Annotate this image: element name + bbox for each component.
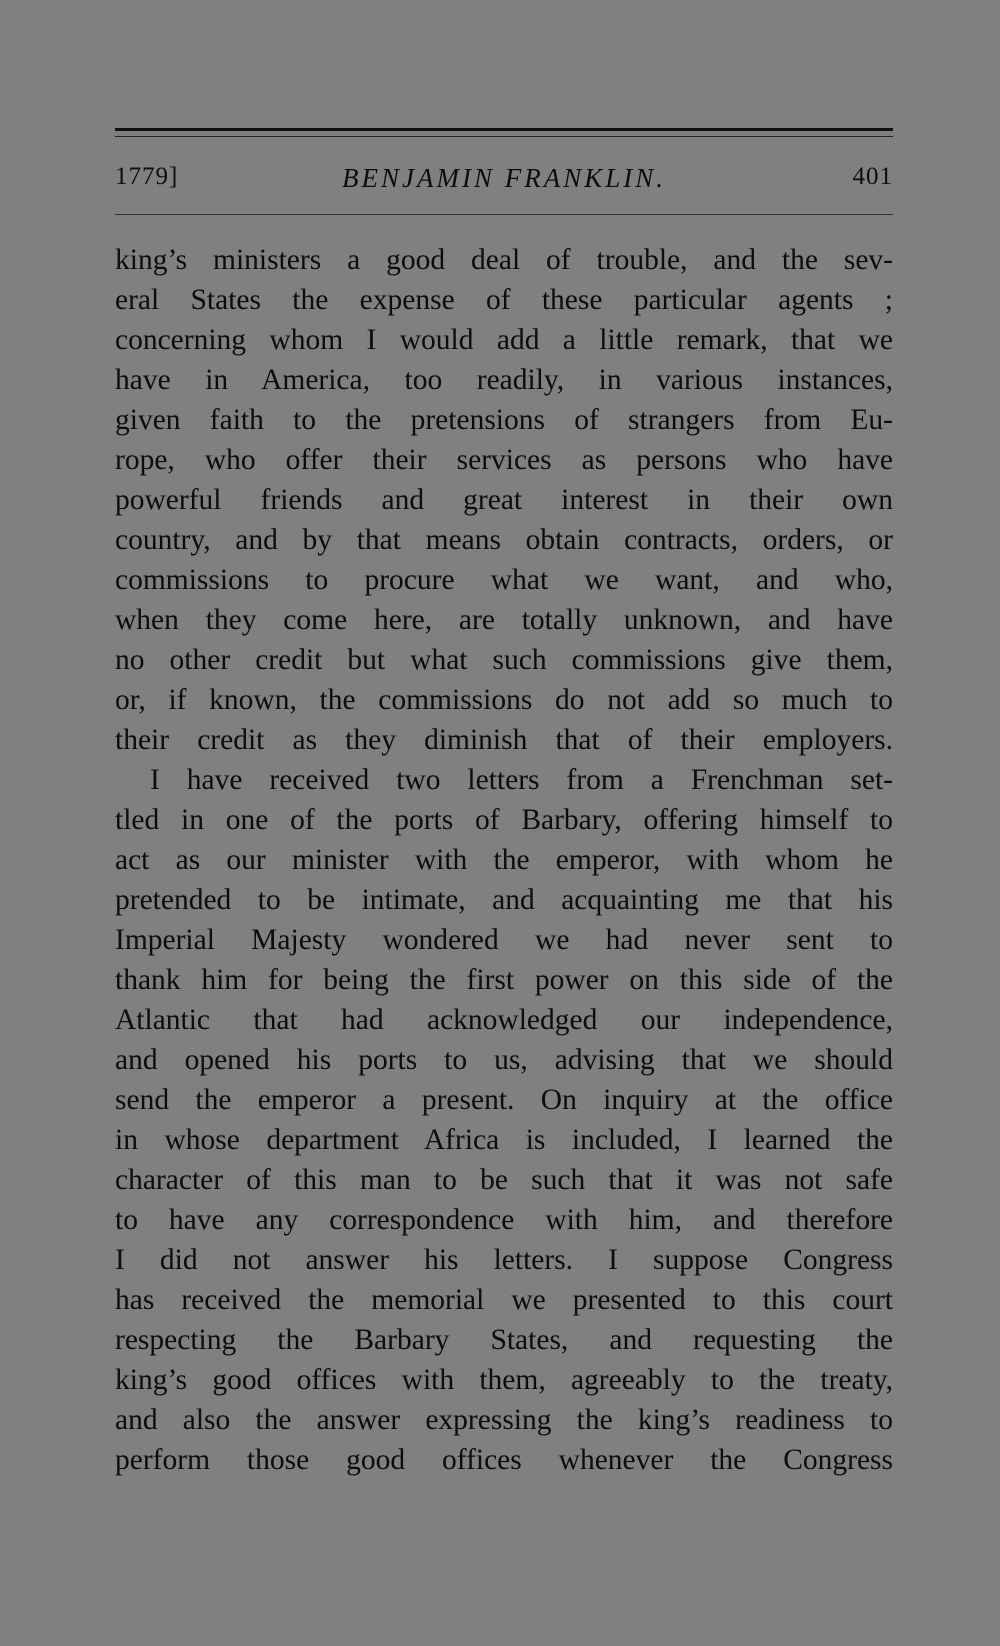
text-line: king’s ministers a good deal of trouble, and the sev- xyxy=(115,244,893,276)
text-line: Atlantic that had acknowledged our independence, xyxy=(115,1004,893,1036)
text-line: commissions to procure what we want, and who, xyxy=(115,564,893,596)
text-line: given faith to the pretensions of strangers from Eu- xyxy=(115,404,893,436)
running-head-title: BENJAMIN FRANKLIN. xyxy=(342,163,666,193)
text-line: country, and by that means obtain contracts, orders, or xyxy=(115,524,893,556)
header-thin-rule xyxy=(115,136,893,137)
text-line: act as our minister with the emperor, with whom he xyxy=(115,844,893,876)
body-text xyxy=(115,240,893,1480)
text-line: respecting the Barbary States, and requesting the xyxy=(115,1324,893,1356)
text-line: character of this man to be such that it was not safe xyxy=(115,1164,893,1196)
text-line: and opened his ports to us, advising that we should xyxy=(115,1044,893,1076)
text-line: in whose department Africa is included, I learned the xyxy=(115,1124,893,1156)
text-line: eral States the expense of these particular agents ; xyxy=(115,284,893,316)
text-line: I have received two letters from a Frenchman set- xyxy=(150,764,893,796)
text-line: send the emperor a present. On inquiry at the office xyxy=(115,1084,893,1116)
text-line: pretended to be intimate, and acquainting me that his xyxy=(115,884,893,916)
text-line: or, if known, the commissions do not add so much to xyxy=(115,684,893,716)
text-line: powerful friends and great interest in their own xyxy=(115,484,893,516)
running-head-year: 1779] xyxy=(115,163,179,190)
text-line: and also the answer expressing the king’s readiness to xyxy=(115,1404,893,1436)
text-line: concerning whom I would add a little remark, that we xyxy=(115,324,893,356)
text-line: have in America, too readily, in various instances, xyxy=(115,364,893,396)
text-line: when they come here, are totally unknown, and have xyxy=(115,604,893,636)
text-line: thank him for being the first power on this side of the xyxy=(115,964,893,996)
text-line: their credit as they diminish that of their employers. xyxy=(115,724,893,756)
text-line: tled in one of the ports of Barbary, offering himself to xyxy=(115,804,893,836)
text-line: rope, who offer their services as persons who have xyxy=(115,444,893,476)
text-line: I did not answer his letters. I suppose Congress xyxy=(115,1244,893,1276)
text-line: has received the memorial we presented to this court xyxy=(115,1284,893,1316)
header-bottom-rule xyxy=(115,214,893,215)
text-line: no other credit but what such commissions give them, xyxy=(115,644,893,676)
text-line: to have any correspondence with him, and therefore xyxy=(115,1204,893,1236)
text-line: Imperial Majesty wondered we had never sent to xyxy=(115,924,893,956)
text-line: king’s good offices with them, agreeably to the treaty, xyxy=(115,1364,893,1396)
header-double-rule xyxy=(115,128,893,131)
running-head xyxy=(115,163,893,197)
page-number: 401 xyxy=(852,163,893,190)
text-line: perform those good offices whenever the Congress xyxy=(115,1444,893,1476)
